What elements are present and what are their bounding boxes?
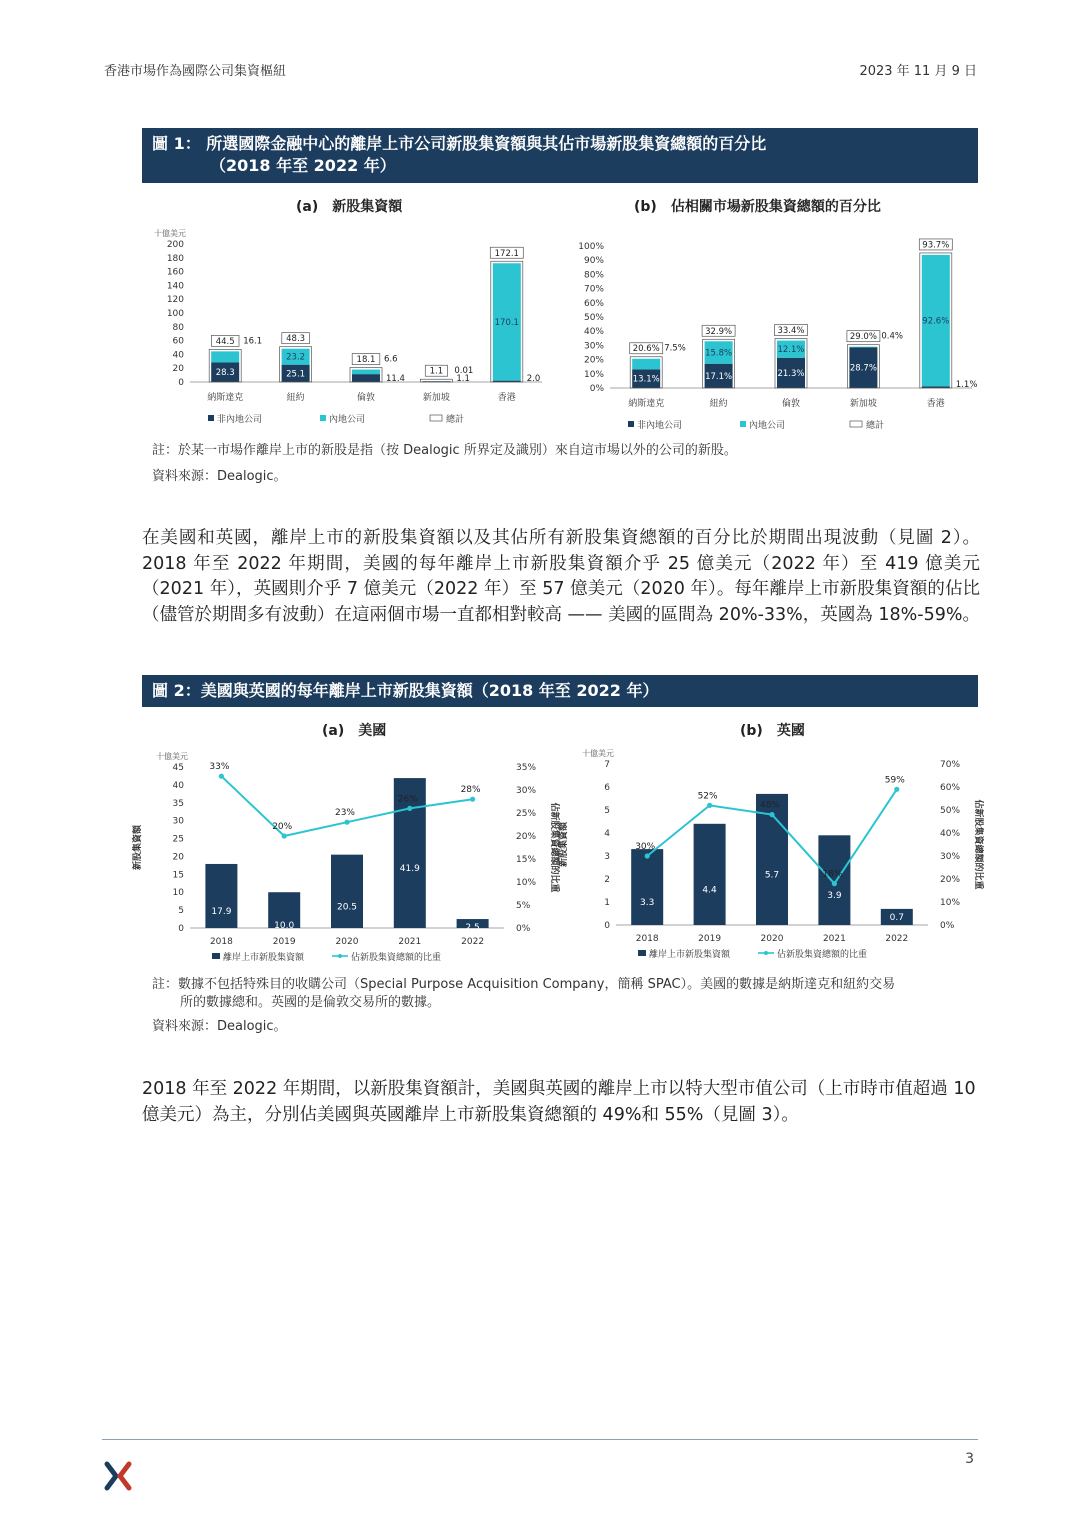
bar-value-label: 3.9: [827, 891, 842, 902]
segment-label-mainland: 15.8%: [705, 348, 733, 359]
y2-tick-label: 5%: [516, 901, 531, 911]
share-point: [832, 881, 837, 886]
share-line: [221, 776, 472, 836]
share-label: 23%: [334, 808, 356, 819]
y2-tick-label: 70%: [940, 760, 961, 770]
body-paragraph-1: 在美國和英國，離岸上市的新股集資額以及其佔所有新股集資總額的百分比於期間出現波動（見圖 2）。2018 年至 2022 年期間，美國的每年離岸上市新股集資額介乎 25 億美元（2022 年）至 419 億美元（2021 年），英國則介乎 7 億美元（2022 年）至 57 億美元（2020 年）。每年離岸上市新股集資額的佔比（儘管於期間多有波動）在這兩個市場一直都相對較高 —— 美國的區間為 20%-33%，英國為 18%-59%。: [142, 528, 980, 625]
y2-tick-label: 15%: [516, 855, 537, 865]
share-label: 20%: [272, 822, 293, 832]
y-tick-label: 7: [604, 760, 610, 770]
segment-label-mainland: 12.1%: [777, 345, 805, 356]
legend-swatch: [320, 415, 326, 421]
segment-label-non-mainland: 28.7%: [849, 363, 877, 374]
share-point: [219, 774, 224, 779]
total-label: 32.9%: [705, 326, 733, 337]
y-tick-label: 45: [172, 763, 184, 773]
segment-label-non-mainland: 17.1%: [705, 371, 733, 382]
y2-tick-label: 10%: [940, 898, 961, 908]
bar-value-label: 41.9: [399, 864, 420, 875]
y-tick-label: 140: [166, 281, 184, 292]
bar-mainland: [352, 370, 380, 375]
x-tick-label: 倫敦: [781, 399, 801, 409]
x-tick-label: 2018: [635, 934, 659, 944]
share-point: [470, 797, 475, 802]
segment-label-non-mainland: 21.3%: [777, 368, 805, 379]
segment-label-non-mainland: 1.1%: [955, 380, 978, 390]
y2-tick-label: 25%: [516, 809, 537, 819]
y-tick-label: 160: [166, 267, 184, 278]
figure2b-title: (b) 英國: [740, 723, 805, 739]
y-axis-label: 新股集資額: [559, 821, 569, 868]
y-tick-label: 40: [172, 350, 184, 361]
bar-offshore-ipo: [631, 849, 663, 925]
legend-swatch: [850, 421, 862, 427]
y-tick-label: 10: [172, 888, 184, 899]
x-tick-label: 紐約: [286, 393, 305, 403]
figure1-title-line1: 圖 1： 所選國際金融中心的離岸上市公司新股集資額與其佔市場新股集資總額的百分比: [152, 134, 767, 153]
y-tick-label: 35: [172, 798, 184, 809]
y2-tick-label: 35%: [516, 763, 537, 773]
figure2b-chart: [559, 744, 983, 966]
y2-tick-label: 20%: [940, 875, 961, 885]
legend-swatch: [430, 415, 442, 421]
figure2-note-line2: 所的數據總和。英國的是倫敦交易所的數據。: [180, 995, 441, 1010]
running-header-date: 2023 年 11 月 9 日: [859, 64, 977, 79]
share-label: 30%: [635, 842, 656, 852]
y-tick-label: 3: [604, 852, 610, 862]
bar-mainland: [211, 351, 239, 362]
figure1b-title: (b) 佔相關市場新股集資總額的百分比: [634, 199, 881, 215]
y-tick-label: 1: [604, 898, 610, 908]
x-tick-label: 納斯達克: [628, 399, 665, 409]
y-tick-label: 60: [172, 336, 184, 347]
segment-label-non-mainland: 28.3: [215, 368, 235, 379]
y-tick-label: 6: [604, 783, 610, 793]
share-point: [707, 803, 712, 808]
body-paragraph-2: 2018 年至 2022 年期間，以新股集資額計，美國與英國的離岸上市以特大型市值公司（上市時市值超過 10 億美元）為主，分別佔美國與英國離岸上市新股集資總額的 49%和 55%（見圖 3）。: [142, 1079, 976, 1125]
y-tick-label: 60%: [583, 298, 604, 309]
y2-tick-label: 10%: [516, 878, 537, 888]
bar-value-label: 10.0: [274, 921, 295, 932]
segment-label-mainland: 7.5%: [664, 343, 686, 354]
total-label: 93.7%: [922, 240, 950, 251]
y-tick-label: 4: [604, 829, 610, 839]
share-point: [344, 820, 349, 825]
page-number: 3: [965, 1451, 974, 1467]
figure1-title-line2: （2018 年至 2022 年）: [210, 156, 396, 175]
y2-tick-label: 30%: [940, 852, 961, 862]
x-tick-label: 香港: [497, 393, 516, 403]
legend-label: 內地公司: [749, 421, 786, 431]
legend-label: 內地公司: [329, 415, 366, 425]
legend-swatch-point: [764, 951, 768, 955]
y-tick-label: 20: [172, 852, 184, 863]
segment-label-non-mainland: 11.4: [386, 374, 405, 384]
y-tick-label: 200: [166, 240, 184, 250]
y2-tick-label: 50%: [940, 806, 961, 816]
segment-label-mainland: 6.6: [384, 354, 398, 365]
share-label: 52%: [697, 791, 718, 802]
y-tick-label: 15: [172, 870, 184, 881]
segment-label-mainland: 23.2: [286, 352, 306, 363]
legend-label-bar: 離岸上市新股集資額: [223, 953, 305, 963]
y-tick-label: 40: [172, 780, 184, 791]
segment-label-mainland: 0.4%: [881, 331, 904, 342]
y-tick-label: 0: [604, 921, 610, 931]
x-tick-label: 2018: [209, 937, 233, 947]
bar-value-label: 17.9: [211, 906, 232, 917]
figure1a-title: (a) 新股集資額: [296, 199, 403, 215]
share-label: 18%: [822, 869, 843, 880]
bar-non-mainland: [352, 374, 380, 382]
total-label: 18.1: [356, 355, 376, 366]
legend-label: 總計: [446, 415, 465, 425]
segment-label-mainland: 92.6%: [922, 316, 950, 327]
bar-offshore-ipo: [694, 824, 726, 925]
figure1-source: 資料來源：Dealogic。: [152, 469, 287, 484]
bar-value-label: 2.5: [465, 923, 480, 934]
x-tick-label: 2021: [398, 937, 422, 947]
total-label: 33.4%: [777, 326, 805, 337]
figure2-source: 資料來源：Dealogic。: [152, 1019, 287, 1034]
y-tick-label: 40%: [583, 327, 604, 338]
hkex-logo-icon: [104, 1461, 132, 1491]
share-point: [769, 812, 774, 817]
segment-label-non-mainland: 13.1%: [632, 374, 660, 385]
share-label: 33%: [209, 762, 230, 773]
bar-value-label: 20.5: [336, 902, 358, 913]
y-tick-label: 50%: [583, 313, 604, 323]
y-tick-label: 20: [172, 364, 184, 375]
legend-swatch: [628, 421, 634, 427]
x-tick-label: 紐約: [709, 399, 728, 409]
figure2-note: [152, 976, 895, 1012]
legend-label: 非內地公司: [637, 421, 683, 431]
segment-label-mainland: 0.01: [454, 366, 474, 377]
x-tick-label: 2019: [272, 937, 296, 947]
y-tick-label: 80: [172, 322, 184, 333]
bar-mainland: [849, 347, 877, 348]
y-tick-label: 80%: [583, 270, 604, 281]
x-tick-label: 納斯達克: [207, 393, 244, 403]
bar-offshore-ipo: [818, 835, 850, 925]
figure2-title: 圖 2：美國與英國的每年離岸上市新股集資額（2018 年至 2022 年）: [142, 675, 978, 707]
total-label: 172.1: [494, 248, 519, 259]
share-label: 59%: [884, 775, 905, 786]
y2-tick-label: 40%: [940, 829, 961, 839]
legend-label-line: 佔新股集資總額的比重: [351, 953, 442, 963]
figure2-note-line1: 註：數據不包括特殊目的收購公司（Special Purpose Acquisition Company，簡稱 SPAC）。美國的數據是納斯達克和紐約交易: [152, 977, 896, 992]
y2-tick-label: 30%: [516, 786, 537, 796]
bar-value-label: 3.3: [640, 898, 655, 909]
legend-swatch-bar: [638, 950, 646, 956]
legend-swatch-point: [338, 954, 342, 958]
x-tick-label: 2021: [822, 934, 846, 944]
bar-mainland: [632, 359, 660, 370]
share-point: [407, 806, 412, 811]
total-label: 44.5: [215, 336, 235, 347]
segment-label-mainland: 170.1: [494, 317, 519, 328]
y-tick-label: 25: [172, 834, 184, 845]
y-tick-label: 180: [166, 253, 184, 264]
x-tick-label: 2022: [885, 934, 909, 944]
x-tick-label: 新加坡: [849, 399, 877, 409]
total-label: 48.3: [286, 334, 306, 345]
y2-tick-label: 20%: [516, 832, 537, 842]
y-axis-unit: 十億美元: [156, 752, 188, 761]
y-tick-label: 100: [166, 309, 184, 319]
legend-label-bar: 離岸上市新股集資額: [649, 950, 731, 960]
share-label: 26%: [397, 794, 418, 805]
y2-tick-label: 0%: [516, 924, 531, 934]
x-tick-label: 2020: [335, 937, 359, 947]
figure2a-chart: [133, 744, 560, 966]
bar-value-label: 4.4: [702, 885, 717, 896]
y2-axis-label: 佔新股集資總額的比重: [973, 799, 983, 890]
total-label: 29.0%: [849, 332, 877, 343]
figure1-title: [142, 128, 978, 183]
x-tick-label: 2019: [698, 934, 722, 944]
segment-label-mainland: 16.1: [243, 336, 263, 347]
x-tick-label: 香港: [926, 399, 945, 409]
bar-offshore-ipo: [331, 855, 363, 928]
segment-label-non-mainland: 25.1: [286, 369, 306, 380]
share-label: 28%: [460, 785, 481, 796]
total-label: 20.6%: [632, 344, 660, 355]
y2-tick-label: 60%: [940, 783, 961, 793]
share-point: [894, 787, 899, 792]
total-label: 1.1: [429, 366, 444, 377]
figure2a-title: (a) 美國: [322, 723, 387, 739]
segment-label-non-mainland: 1.1: [456, 374, 470, 384]
y-tick-label: 2: [604, 875, 610, 885]
y-axis-unit: 十億美元: [582, 749, 614, 758]
share-point: [282, 833, 287, 838]
y-tick-label: 20%: [583, 355, 604, 366]
y-tick-label: 30%: [583, 341, 604, 352]
y-tick-label: 0: [178, 924, 184, 934]
y2-axis-label: 佔新股集資總額的比重: [549, 802, 559, 893]
legend-label: 非內地公司: [217, 415, 263, 425]
legend-swatch: [208, 415, 214, 421]
y-tick-label: 70%: [583, 284, 604, 295]
legend-label-line: 佔新股集資總額的比重: [777, 950, 868, 960]
footer-rule: [102, 1439, 978, 1440]
y-tick-label: 30: [172, 816, 184, 827]
y-axis-label: 新股集資額: [133, 824, 143, 871]
legend-swatch-bar: [212, 953, 220, 959]
figure1-note: 註：於某一市場作離岸上市的新股是指（按 Dealogic 所界定及識別）來自這市場以外的公司的新股。: [152, 443, 737, 458]
figure1a-chart: [142, 224, 560, 434]
x-tick-label: 2020: [760, 934, 784, 944]
x-tick-label: 新加坡: [422, 393, 450, 403]
y-tick-label: 90%: [583, 256, 604, 267]
y-tick-label: 0: [178, 378, 184, 388]
segment-label-non-mainland: 2.0: [526, 374, 541, 384]
y2-tick-label: 0%: [940, 921, 955, 931]
y-tick-label: 5: [604, 806, 610, 816]
y-tick-label: 120: [166, 295, 184, 306]
legend-label: 總計: [866, 421, 885, 431]
y-axis-unit: 十億美元: [154, 229, 186, 238]
share-label: 48%: [759, 800, 781, 811]
y-tick-label: 0%: [589, 384, 604, 394]
y-tick-label: 100%: [578, 242, 604, 252]
x-tick-label: 2022: [461, 937, 485, 947]
y-tick-label: 5: [178, 906, 184, 917]
figure1b-chart: [562, 224, 980, 434]
legend-swatch: [740, 421, 746, 427]
share-point: [645, 853, 650, 858]
x-tick-label: 倫敦: [356, 393, 376, 403]
running-header-title: 香港市場作為國際公司集資樞紐: [104, 64, 287, 79]
bar-value-label: 0.7: [889, 912, 904, 923]
bar-value-label: 5.7: [764, 870, 780, 881]
bar-offshore-ipo: [205, 864, 237, 928]
y-tick-label: 10%: [583, 369, 604, 380]
